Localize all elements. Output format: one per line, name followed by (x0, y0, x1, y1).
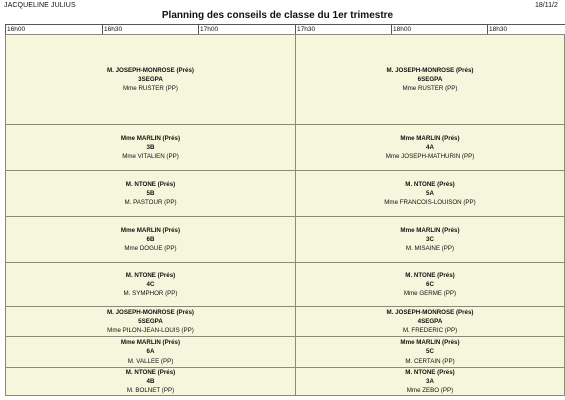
schedule-row (5, 124, 565, 171)
council-slot-right[interactable] (295, 216, 565, 263)
main-teacher-name: Mme JOSEPH-MATHURIN (PP) (385, 153, 475, 161)
class-name: 5SEGPA (138, 317, 163, 325)
president-name: Mme MARLIN (Prés) (120, 226, 181, 234)
president-name: M. NTONE (Prés) (125, 368, 176, 376)
main-teacher-name: M. VALLEE (PP) (127, 357, 174, 365)
class-name: 5A (426, 189, 434, 197)
class-name: 5B (146, 189, 155, 197)
main-teacher-name: Mme ZEBO (PP) (406, 387, 454, 395)
main-teacher-name: Mme GERME (PP) (403, 290, 457, 298)
time-tick: 17h30 (297, 26, 316, 33)
president-name: M. JOSEPH-MONROSE (Prés) (386, 308, 474, 316)
main-teacher-name: M. BOLNET (PP) (126, 387, 175, 395)
council-slot-right[interactable] (295, 124, 565, 171)
main-teacher-name: Mme PILON-JEAN-LOUIS (PP) (107, 327, 194, 335)
time-tick: 18h30 (489, 26, 508, 33)
main-teacher-name: M. SYMPHOR (PP) (123, 290, 178, 298)
class-name: 6SEGPA (417, 75, 443, 83)
main-teacher-name: Mme RUSTER (PP) (402, 85, 458, 93)
class-name: 3A (426, 377, 434, 385)
president-name: M. JOSEPH-MONROSE (Prés) (386, 66, 474, 74)
council-slot-right[interactable] (295, 367, 565, 396)
main-teacher-name: Mme VITALIEN (PP) (122, 153, 179, 161)
time-tick: 16h00 (7, 26, 26, 33)
council-slot-left[interactable] (5, 216, 296, 263)
president-name: Mme MARLIN (Prés) (120, 134, 181, 142)
time-tick: 16h30 (104, 26, 123, 33)
schedule-row (5, 34, 565, 125)
president-name: M. JOSEPH-MONROSE (Prés) (107, 66, 194, 74)
main-teacher-name: M. PASTOUR (PP) (124, 199, 177, 207)
president-name: Mme MARLIN (Prés) (120, 339, 181, 347)
main-teacher-name: Mme DOGUE (PP) (124, 245, 177, 253)
main-teacher-name: M. MISAINE (PP) (405, 245, 455, 253)
president-name: M. JOSEPH-MONROSE (Prés) (107, 308, 194, 316)
president-name: Mme MARLIN (Prés) (400, 339, 460, 347)
class-name: 4B (146, 377, 155, 385)
council-slot-right[interactable] (295, 34, 565, 125)
council-slot-left[interactable] (5, 306, 296, 337)
class-name: 6A (146, 348, 155, 356)
school-name: JACQUELINE JULIUS (4, 2, 76, 9)
main-teacher-name: Mme RUSTER (PP) (122, 85, 178, 93)
page-title: Planning des conseils de classe du 1er trimestre (161, 10, 394, 21)
council-schedule-grid (5, 34, 565, 396)
council-slot-left[interactable] (5, 170, 296, 217)
president-name: M. NTONE (Prés) (405, 368, 455, 376)
president-name: M. NTONE (Prés) (405, 271, 455, 279)
president-name: M. NTONE (Prés) (125, 180, 176, 188)
class-name: 4C (146, 280, 155, 288)
council-slot-right[interactable] (295, 336, 565, 368)
council-slot-left[interactable] (5, 124, 296, 171)
schedule-row (5, 216, 565, 263)
council-slot-right[interactable] (295, 306, 565, 337)
schedule-row (5, 170, 565, 217)
schedule-row (5, 262, 565, 307)
main-teacher-name: Mme FRANCOIS-LOUISON (PP) (384, 199, 476, 207)
president-name: Mme MARLIN (Prés) (400, 134, 460, 142)
council-slot-left[interactable] (5, 262, 296, 307)
print-date: 18/11/2 (535, 2, 558, 9)
president-name: Mme MARLIN (Prés) (400, 226, 460, 234)
council-slot-left[interactable] (5, 34, 296, 125)
class-name: 3B (146, 143, 155, 151)
council-slot-left[interactable] (5, 367, 296, 396)
schedule-row (5, 367, 565, 396)
president-name: M. NTONE (Prés) (125, 271, 176, 279)
class-name: 6B (146, 235, 155, 243)
president-name: M. NTONE (Prés) (405, 180, 455, 188)
council-slot-right[interactable] (295, 170, 565, 217)
class-name: 6C (426, 280, 434, 288)
class-name: 3SEGPA (138, 75, 163, 83)
class-name: 4A (426, 143, 434, 151)
time-tick: 17h00 (200, 26, 219, 33)
class-name: 4SEGPA (417, 317, 443, 325)
council-slot-left[interactable] (5, 336, 296, 368)
council-slot-right[interactable] (295, 262, 565, 307)
class-name: 3C (426, 235, 434, 243)
schedule-row (5, 306, 565, 337)
class-name: 5C (426, 348, 434, 356)
main-teacher-name: M. CERTAIN (PP) (405, 357, 455, 365)
time-tick: 18h00 (393, 26, 412, 33)
main-teacher-name: M. FREDERIC (PP) (402, 327, 458, 335)
schedule-row (5, 336, 565, 368)
